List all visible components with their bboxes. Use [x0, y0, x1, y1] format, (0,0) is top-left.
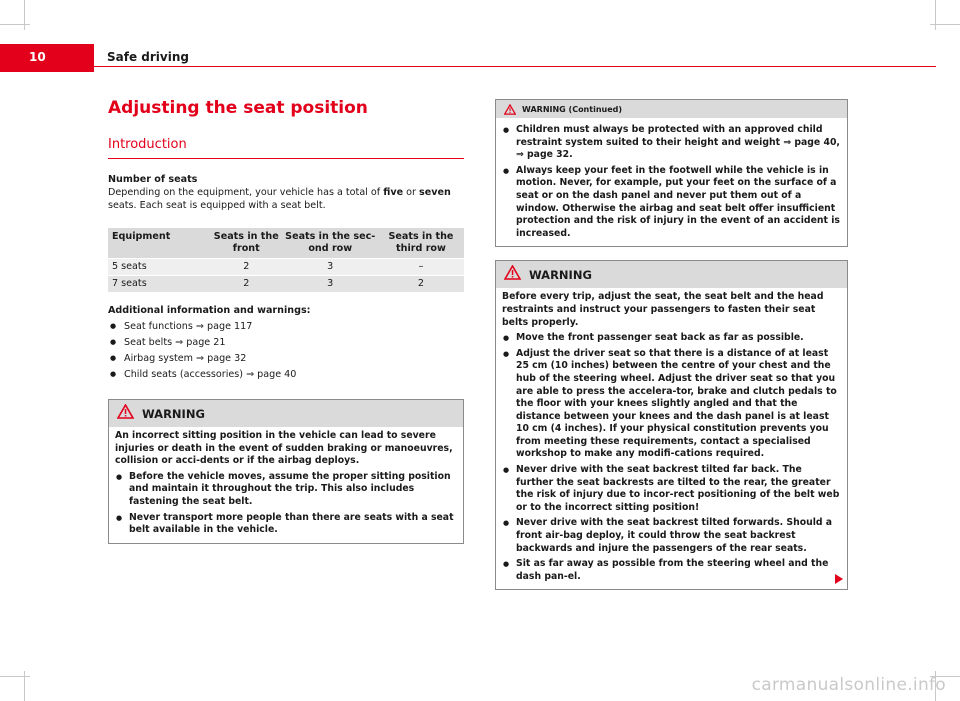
table-header: Equipment: [108, 228, 210, 259]
warning-item: ● Adjust the driver seat so that there is a distance of at least 25 cm (10 inches) between the centre of your chest and the hub of the steering wheel. Adjust the driver seat so that you are able to press the accelera-tor, brake and clutch pedals to the floor with your knees slightly angled and that the distance between your knees and the dash panel is at least 10 cm (4 inches). If your physical constitution prevents you from meeting these requirements, contact a specialised workshop to make any modifi-cations required.: [502, 348, 841, 461]
page-number: 10: [29, 50, 46, 64]
warning-body: [496, 288, 847, 589]
crop-mark: [24, 0, 25, 30]
warning-title: WARNING: [142, 406, 205, 421]
reference-link[interactable]: ● Seat belts ⇒ page 21: [108, 336, 464, 349]
table-cell: 2: [210, 276, 283, 293]
warning-box: [495, 260, 848, 590]
table-row: [108, 276, 464, 293]
page-title: Adjusting the seat position: [108, 98, 368, 118]
seats-text: seats. Each seat is equipped with a seat belt.: [108, 200, 326, 211]
seats-seven: seven: [419, 187, 451, 198]
table-cell: 3: [283, 259, 378, 276]
continue-arrow-icon: [835, 574, 843, 584]
warning-item: ● Sit as far away as possible from the steering wheel and the dash pan-el.: [502, 558, 841, 583]
warning-intro: Before every trip, adjust the seat, the seat belt and the head restraints and instruct your passengers to fasten their seat belts properly.: [502, 291, 824, 328]
additional-heading: Additional information and warnings:: [108, 305, 311, 316]
warning-list: [115, 471, 457, 537]
right-column: [495, 99, 848, 590]
left-column: [108, 96, 464, 544]
warning-body: [109, 427, 463, 543]
header-rule: [94, 66, 936, 67]
watermark: carmanualsonline.info: [751, 675, 946, 695]
warning-title: WARNING: [529, 267, 592, 282]
warning-item: ● Always keep your feet in the footwell while the vehicle is in motion. Never, for example, put your feet on the surface of a seat or on the dash panel and never put them out of a window. Otherwise the airbag and seat belt offer insufficient protection and the risk of injury in the event of an accident is increased.: [502, 165, 841, 241]
warning-item: ● Never drive with the seat backrest tilted forwards. Should a front air-bag deploy, it could throw the seat backrest backwards and injure the passengers of the rear seats.: [502, 517, 841, 555]
seats-paragraph: [108, 186, 464, 212]
table-header-row: [108, 228, 464, 259]
warning-header: [109, 400, 463, 427]
table-header: Seats in the third row: [378, 228, 464, 259]
warning-triangle-icon: [117, 404, 134, 423]
warning-header: [496, 100, 847, 118]
warning-continued-box: [495, 99, 848, 247]
seats-five: five: [383, 187, 404, 198]
warning-title: WARNING (Continued): [522, 104, 623, 114]
warning-item: ● Never drive with the seat backrest tilted far back. The further the seat backrests are tilted to the rear, the greater the risk of injury due to incor-rect positioning of the belt web or to the incorrect sitting position!: [502, 464, 841, 514]
warning-item: ● Before the vehicle moves, assume the proper sitting position and maintain it throughout the trip. This also includes fastening the seat belt.: [115, 471, 457, 509]
seats-text: Depending on the equipment, your vehicle has a total of: [108, 187, 384, 198]
seats-table: [108, 228, 464, 292]
crop-mark: [0, 676, 30, 677]
reference-list: [108, 320, 464, 381]
reference-link[interactable]: ● Seat functions ⇒ page 117: [108, 320, 464, 333]
table-header: Seats in the sec-ond row: [283, 228, 378, 259]
reference-link[interactable]: ● Child seats (accessories) ⇒ page 40: [108, 368, 464, 381]
crop-mark: [935, 0, 936, 30]
warning-intro: An incorrect sitting position in the vehicle can lead to severe injuries or death in the event of sudden braking or manoeuvres, collision or acci-dents or if the airbag deploys.: [115, 430, 453, 467]
table-cell: 2: [378, 276, 464, 293]
warning-item: ● Move the front passenger seat back as far as possible.: [502, 332, 841, 345]
section-title: Safe driving: [107, 50, 189, 64]
table-cell: 3: [283, 276, 378, 293]
reference-link[interactable]: ● Airbag system ⇒ page 32: [108, 352, 464, 365]
seats-text: or: [403, 187, 420, 198]
warning-triangle-icon: [504, 100, 516, 119]
page-number-tab: [0, 44, 94, 72]
seats-heading: Number of seats: [108, 174, 198, 185]
table-row: [108, 259, 464, 276]
warning-list: [502, 332, 841, 583]
table-cell: 2: [210, 259, 283, 276]
crop-mark: [24, 671, 25, 701]
table-cell: 5 seats: [108, 259, 210, 276]
table-cell: 7 seats: [108, 276, 210, 293]
warning-header: [496, 261, 847, 288]
crop-mark: [0, 24, 30, 25]
warning-box: [108, 399, 464, 544]
warning-item: ● Children must always be protected with an approved child restraint system suited to their height and weight ⇒ page 40, ⇒ page 32.: [502, 124, 841, 162]
table-header: Seats in the front: [210, 228, 283, 259]
warning-body: [496, 118, 847, 246]
warning-item: ● Never transport more people than there are seats with a seat belt available in the vehicle.: [115, 512, 457, 537]
warning-list: [502, 124, 841, 240]
table-cell: –: [378, 259, 464, 276]
warning-triangle-icon: [504, 265, 521, 284]
section-subtitle: Introduction: [108, 136, 464, 159]
